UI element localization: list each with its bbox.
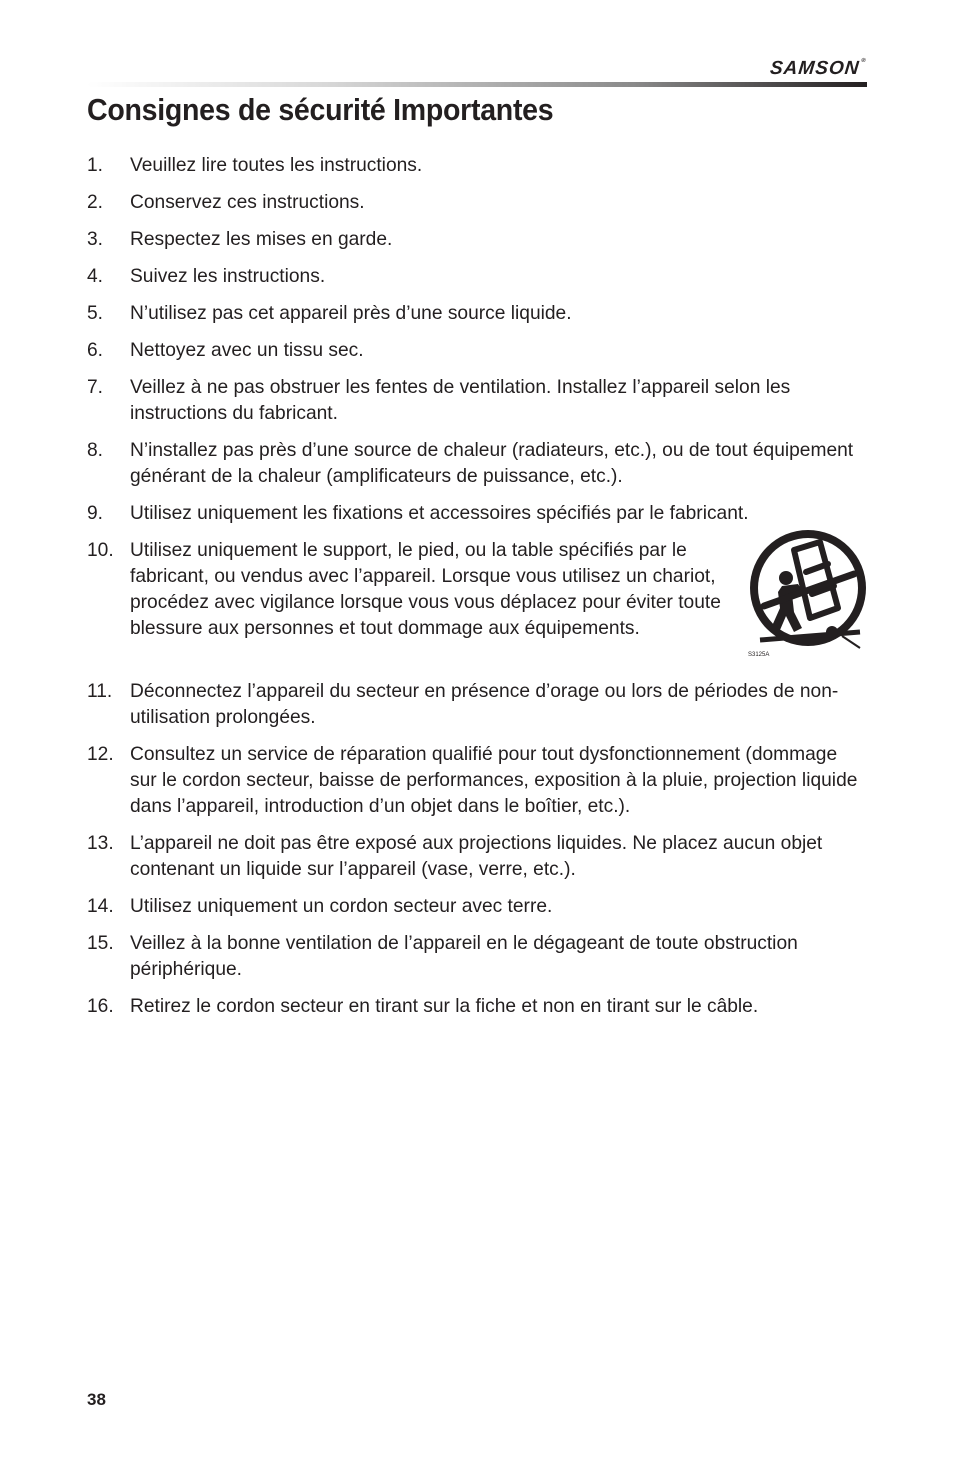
item-number: 4. xyxy=(87,266,104,287)
item-number: 2. xyxy=(87,192,104,213)
item-number: 15. xyxy=(87,933,114,954)
item-text: Suivez les instructions. xyxy=(130,266,326,287)
list-item xyxy=(87,501,869,527)
list-item xyxy=(87,438,869,490)
item-number: 12. xyxy=(87,744,114,765)
item-text: Conservez ces instructions. xyxy=(130,192,365,213)
list-item xyxy=(87,994,869,1020)
item-text: Veillez à la bonne ventilation de l’appareil en le dégageant de toute obstruction périphérique. xyxy=(130,933,798,980)
item-number: 8. xyxy=(87,440,104,461)
item-number: 11. xyxy=(87,681,113,702)
item-number: 9. xyxy=(87,503,104,524)
cart-warning-icon xyxy=(742,528,872,660)
item-text: Veuillez lire toutes les instructions. xyxy=(130,155,423,176)
item-text: Utilisez uniquement les fixations et accessoires spécifiés par le fabricant. xyxy=(130,503,749,524)
item-text: N’utilisez pas cet appareil près d’une source liquide. xyxy=(130,303,572,324)
list-item xyxy=(87,742,869,820)
item-text: Respectez les mises en garde. xyxy=(130,229,393,250)
figure-code: S3125A xyxy=(748,652,770,658)
list-item xyxy=(87,538,869,668)
header-rule xyxy=(87,82,867,87)
item-text: N’installez pas près d’une source de chaleur (radiateurs, etc.), ou de tout équipement générant de la chaleur (amplificateurs de puissance, etc.). xyxy=(130,440,854,487)
item-number: 1. xyxy=(87,155,104,176)
list-item xyxy=(87,301,869,327)
list-item xyxy=(87,375,869,427)
item-number: 14. xyxy=(87,896,114,917)
page-title: Consignes de sécurité Importantes xyxy=(87,92,554,127)
page-number: 38 xyxy=(87,1390,106,1409)
item-number: 6. xyxy=(87,340,104,361)
item-text: Retirez le cordon secteur en tirant sur la fiche et non en tirant sur le câble. xyxy=(130,996,759,1017)
item-text: L’appareil ne doit pas être exposé aux projections liquides. Ne placez aucun objet contenant un liquide sur l’appareil (vase, verre, etc.). xyxy=(130,833,823,880)
item-text: Veillez à ne pas obstruer les fentes de ventilation. Installez l’appareil selon les instructions du fabricant. xyxy=(130,377,791,424)
item-number: 7. xyxy=(87,377,104,398)
item-text: Consultez un service de réparation qualifié pour tout dysfonctionnement (dommage sur le cordon secteur, baisse de performances, exposition à la pluie, projection liquide dans l’appareil, introduction d’un objet dans le boîtier, etc.). xyxy=(130,744,858,817)
item-text: Utilisez uniquement le support, le pied, ou la table spécifiés par le fabricant, ou vendus avec l’appareil. Lorsque vous utilisez un chariot, procédez avec vigilance lorsque vous vous déplacez pour éviter toute blessure aux personnes et tout dommage aux équipements. xyxy=(130,540,721,639)
item-number: 3. xyxy=(87,229,104,250)
list-item xyxy=(87,227,869,253)
list-item xyxy=(87,338,869,364)
item-number: 16. xyxy=(87,996,114,1017)
list-item xyxy=(87,679,869,731)
item-text: Utilisez uniquement un cordon secteur avec terre. xyxy=(130,896,553,917)
samson-logo: SAMSON® xyxy=(769,58,868,79)
instruction-list xyxy=(87,153,869,1031)
item-number: 13. xyxy=(87,833,114,854)
item-text: Nettoyez avec un tissu sec. xyxy=(130,340,364,361)
list-item xyxy=(87,894,869,920)
item-number: 5. xyxy=(87,303,104,324)
list-item xyxy=(87,264,869,290)
list-item xyxy=(87,153,869,179)
item-number: 10. xyxy=(87,540,114,561)
item-text: Déconnectez l’appareil du secteur en présence d’orage ou lors de périodes de non-utilisation prolongées. xyxy=(130,681,839,728)
list-item xyxy=(87,931,869,983)
list-item xyxy=(87,831,869,883)
list-item xyxy=(87,190,869,216)
